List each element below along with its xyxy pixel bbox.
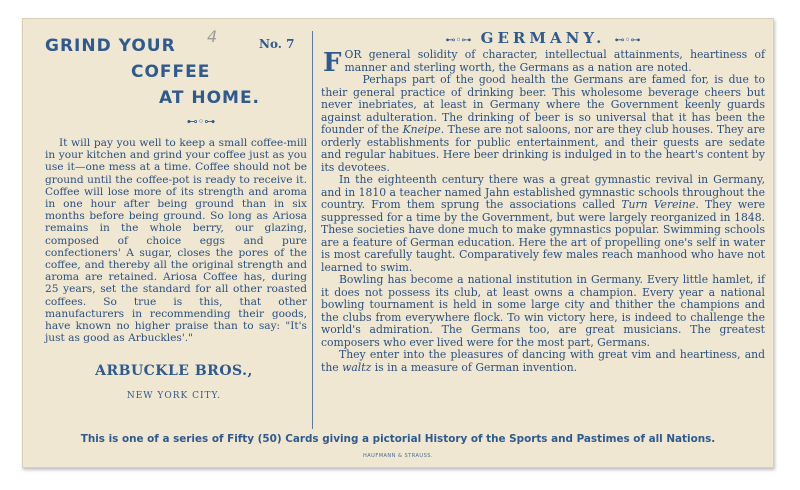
paragraph: [321, 349, 765, 374]
italic-term: waltz: [342, 360, 372, 374]
paragraph-text: In the eighteenth century there was a great gymnastic revival in Germany, and in 1810 a teacher named Jahn established gymnastic schools throughout the country. From them sprung the associations called: [321, 173, 765, 211]
left-title-line2: COFFEE: [131, 62, 211, 82]
italic-term: Turn Vereine: [621, 198, 696, 211]
company-city: NEW YORK CITY.: [126, 391, 222, 401]
paragraph: [321, 48, 765, 78]
paragraph-text: Bowling has become a national institution in Germany. Every little hamlet, if it does not possess its club, at least owns a champion. Every year a national bowling tournament is held in some large city and thither the champions and the clubs from everywhere flock. To win victory here, is indeed to challenge the world's admiration. The Germans too, are great musicians. The greatest composers who ever lived were for the most part, Germans.: [321, 273, 765, 349]
ornament-icon: ⊷◦⊶: [614, 35, 641, 46]
section-title-text: GERMANY.: [480, 29, 606, 47]
trade-card: [22, 18, 774, 468]
company-name: ARBUCKLE BROS.,: [95, 363, 253, 379]
paragraph-text: OR general solidity of character, intellectual attainments, heartiness of manner and sterling worth, the Germans as a nation are noted.: [344, 48, 765, 74]
italic-term: Kneipe: [402, 123, 441, 136]
coffee-advice-text: It will pay you well to keep a small coffee-mill in your kitchen and grind your coffee just as you use it—one mess at a time. Coffee should not be ground until the coffee-pot is ready to receive it. Coffee will lose more of its strength and aroma in one hour after being ground than in six months before being ground. So long as Ariosa remains in the whole berry, our glazing, composed of choice eggs and pure confectioners' A sugar, closes the pores of the coffee, and thereby all the original strength and aroma are retained. Ariosa Coffee has, during 25 years, set the standard for all other roasted coffees. So true is this, that other manufacturers in recommending their goods, have known no higher praise than to say: "It's just as good as Arbuckles'.": [45, 137, 307, 345]
paragraph: [321, 174, 765, 274]
card-number: No. 7: [259, 37, 295, 51]
germany-article: [321, 49, 765, 374]
section-title: [323, 29, 763, 47]
paragraph: [321, 74, 765, 174]
column-divider: [312, 31, 313, 429]
ornament-icon: ⊷◦⊶: [186, 115, 216, 128]
paragraph: [321, 274, 765, 349]
paragraph-text: is in a measure of German invention.: [371, 360, 578, 374]
printer-credit: HAUFMANN & STRAUSS.: [362, 453, 434, 459]
paragraph-text: . They were suppressed for a time by the Government, but were largely reorganized in 1848. These societies have done much to make gymnastics popular. Swimming schools are a feature of German education. Here the art of propelling one's self in water is most carefully taught. Comparatively few males reach manhood who have not learned to swim.: [321, 198, 766, 274]
left-title-line1: GRIND YOUR: [45, 36, 176, 56]
ornament-icon: ⊷◦⊶: [445, 35, 472, 46]
paragraph-text: They enter into the pleasures of dancing with great vim and heartiness, and the: [321, 348, 765, 374]
paragraph-text: Perhaps part of the good health the Germans are famed for, is due to their general practice of drinking beer. This wholesome beverage cheers but never inebriates, at least in Germany where the Government keenly guards against adulteration. The drinking of beer is so universal that it has been the founder of the: [321, 73, 765, 136]
left-title: [45, 33, 260, 111]
drop-cap: F: [323, 48, 342, 78]
left-title-line3: AT HOME.: [159, 88, 261, 108]
series-footer: This is one of a series of Fifty (50) Cards giving a pictorial History of the Sports and Pastimes of all Nations.: [80, 433, 716, 445]
pencil-mark: 4: [207, 27, 218, 46]
paragraph-text: . These are not saloons, nor are they club houses. They are orderly establishments for public entertainment, and their guests are sedate and regular habitues. Here beer drinking is indulged in to the heart's content by its devotees.: [321, 123, 765, 174]
